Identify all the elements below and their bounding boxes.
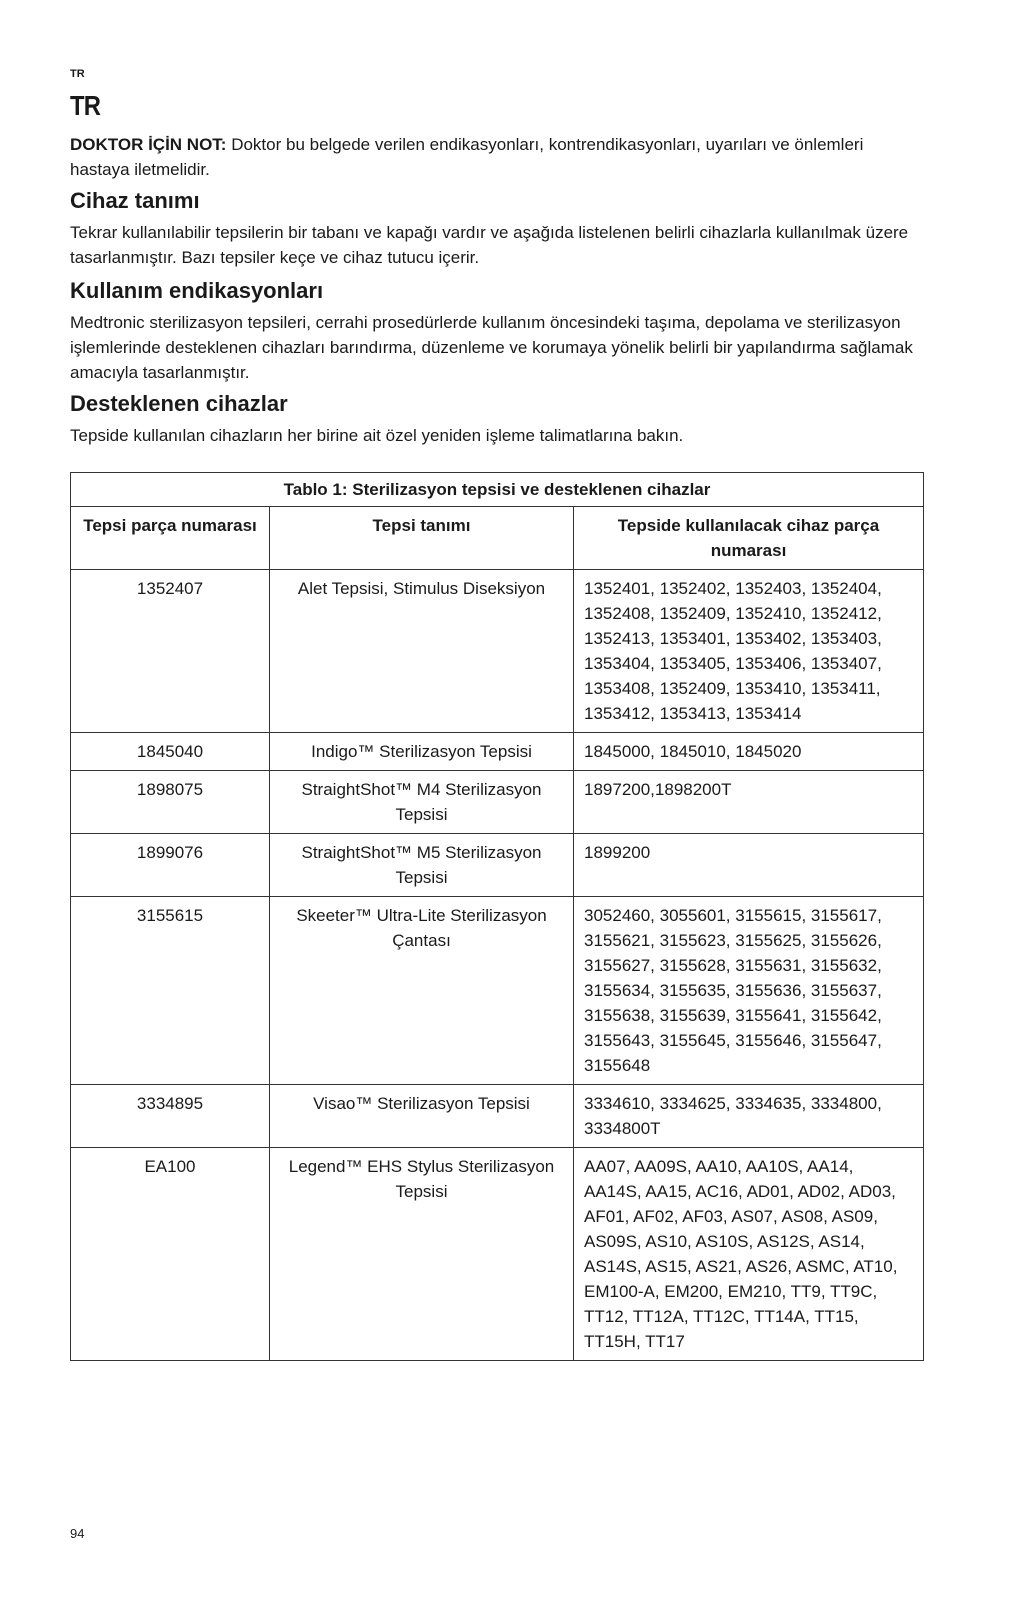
tray-description: StraightShot™ M5 Sterilizasyon Tepsisi: [270, 834, 574, 897]
table-row: [71, 771, 924, 834]
table-header-row: [71, 507, 924, 570]
indications-text: Medtronic sterilizasyon tepsileri, cerrahi prosedürlerde kullanım öncesindeki taşıma, depolama ve sterilizasyon işlemlerinde desteklenen cihazları barındırma, düzenleme ve korumaya yönelik belirli bir yapılandırma sağlamak amacıyla tasarlanmıştır.: [70, 313, 913, 382]
tray-description: Alet Tepsisi, Stimulus Diseksiyon: [270, 570, 574, 733]
page-number: 94: [70, 1526, 85, 1541]
header-tray-description: Tepsi tanımı: [270, 507, 574, 570]
table-row: [71, 733, 924, 771]
device-part-numbers: 1352401, 1352402, 1352403, 1352404, 1352408, 1352409, 1352410, 1352412, 1352413, 1353401, 1353402, 1353403, 1353404, 1353405, 1353406, 1353407, 1353408, 1352409, 1353410, 1353411, 1353412, 1353413, 1353414: [574, 570, 924, 733]
supported-devices-heading: Desteklenen cihazlar: [70, 391, 288, 416]
table-caption: Tablo 1: Sterilizasyon tepsisi ve desteklenen cihazlar: [71, 473, 924, 507]
tray-table: [70, 472, 924, 1361]
physician-note: [70, 132, 924, 182]
tray-description: Indigo™ Sterilizasyon Tepsisi: [270, 733, 574, 771]
table-row: [71, 1148, 924, 1361]
header-tray-part-number: Tepsi parça numarası: [71, 507, 270, 570]
tray-description: Legend™ EHS Stylus Sterilizasyon Tepsisi: [270, 1148, 574, 1361]
device-part-numbers: 1899200: [574, 834, 924, 897]
device-part-numbers: 3334610, 3334625, 3334635, 3334800, 3334800T: [574, 1085, 924, 1148]
device-description-text: Tekrar kullanılabilir tepsilerin bir tabanı ve kapağı vardır ve aşağıda listelenen belirli cihazlarla kullanılmak üzere tasarlanmıştır. Bazı tepsiler keçe ve cihaz tutucu içerir.: [70, 223, 909, 267]
device-part-numbers: AA07, AA09S, AA10, AA10S, AA14, AA14S, AA15, AC16, AD01, AD02, AD03, AF01, AF02, AF03, AS07, AS08, AS09, AS09S, AS10, AS10S, AS12S, AS14, AS14S, AS15, AS21, AS26, ASMC, AT10, EM100-A, EM200, EM210, TT9, TT9C, TT12, TT12A, TT12C, TT14A, TT15, TT15H, TT17: [574, 1148, 924, 1361]
tray-part-number: 1898075: [71, 771, 270, 834]
language-code-small: TR: [70, 68, 85, 80]
tray-part-number: 1845040: [71, 733, 270, 771]
tray-part-number: 1899076: [71, 834, 270, 897]
table-row: [71, 897, 924, 1085]
device-part-numbers: 3052460, 3055601, 3155615, 3155617, 3155621, 3155623, 3155625, 3155626, 3155627, 3155628, 3155631, 3155632, 3155634, 3155635, 3155636, 3155637, 3155638, 3155639, 3155641, 3155642, 3155643, 3155645, 3155646, 3155647, 3155648: [574, 897, 924, 1085]
tray-description: Visao™ Sterilizasyon Tepsisi: [270, 1085, 574, 1148]
tray-part-number: 3334895: [71, 1085, 270, 1148]
device-part-numbers: 1845000, 1845010, 1845020: [574, 733, 924, 771]
header-device-part-numbers: Tepside kullanılacak cihaz parça numarası: [574, 507, 924, 570]
indications-heading: Kullanım endikasyonları: [70, 278, 324, 303]
tray-description: StraightShot™ M4 Sterilizasyon Tepsisi: [270, 771, 574, 834]
device-part-numbers: 1897200,1898200T: [574, 771, 924, 834]
tray-part-number: 3155615: [71, 897, 270, 1085]
device-description-heading: Cihaz tanımı: [70, 188, 200, 213]
physician-note-text: Doktor bu belgede verilen endikasyonları, kontrendikasyonları, uyarıları ve önlemleri hastaya iletmelidir.: [70, 135, 864, 179]
tray-part-number: EA100: [71, 1148, 270, 1361]
tray-part-number: 1352407: [71, 570, 270, 733]
supported-devices-text: Tepside kullanılan cihazların her birine ait özel yeniden işleme talimatlarına bakın.: [70, 426, 684, 445]
table-row: [71, 1085, 924, 1148]
table-row: [71, 570, 924, 733]
language-code-heading: TR: [70, 90, 101, 121]
physician-note-label: DOKTOR İÇİN NOT:: [70, 135, 227, 154]
table-row: [71, 834, 924, 897]
tray-description: Skeeter™ Ultra-Lite Sterilizasyon Çantası: [270, 897, 574, 1085]
